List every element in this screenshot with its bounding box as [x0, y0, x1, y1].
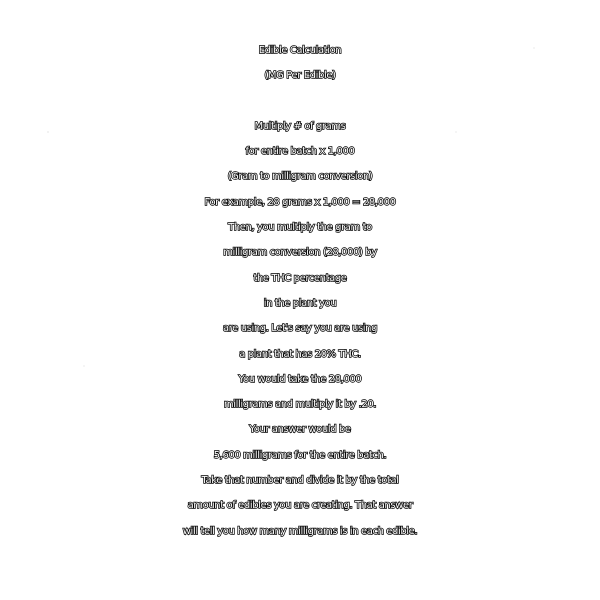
body-line: the THC percentage: [253, 272, 347, 284]
body-line: Your answer would be: [249, 424, 351, 436]
blank-line: [0, 89, 600, 114]
body-line: You would take the 28,000: [238, 373, 362, 385]
body-line: will tell you how many milligrams is in each edible.: [182, 525, 418, 537]
body-line: Take that number and divide it by the total: [201, 475, 399, 487]
body-line: for entire batch x 1,000: [245, 146, 355, 158]
body-line: For example, 28 grams x 1,000 = 28,000: [204, 196, 396, 208]
body-line: amount of edibles you are creating. That answer: [187, 500, 413, 512]
body-line: (Gram to milligram conversion): [227, 171, 373, 183]
title-line-2: (MG Per Edible): [264, 70, 336, 82]
body-line: 5,600 milligrams for the entire batch.: [213, 449, 387, 461]
edible-calculation-text: [0, 38, 600, 544]
body-line: milligrams and multiply it by .20.: [223, 399, 377, 411]
body-line: Multiply # of grams: [254, 120, 346, 132]
body-line: in the plant you: [263, 297, 337, 309]
body-line: a plant that has 20% THC.: [239, 348, 361, 360]
body-line: Then, you multiply the gram to: [228, 222, 372, 234]
body-line: are using. Let's say you are using: [222, 323, 378, 335]
body-line: milligram conversion (28,000) by: [223, 247, 377, 259]
title-line-1: Edible Calculation: [258, 45, 342, 56]
